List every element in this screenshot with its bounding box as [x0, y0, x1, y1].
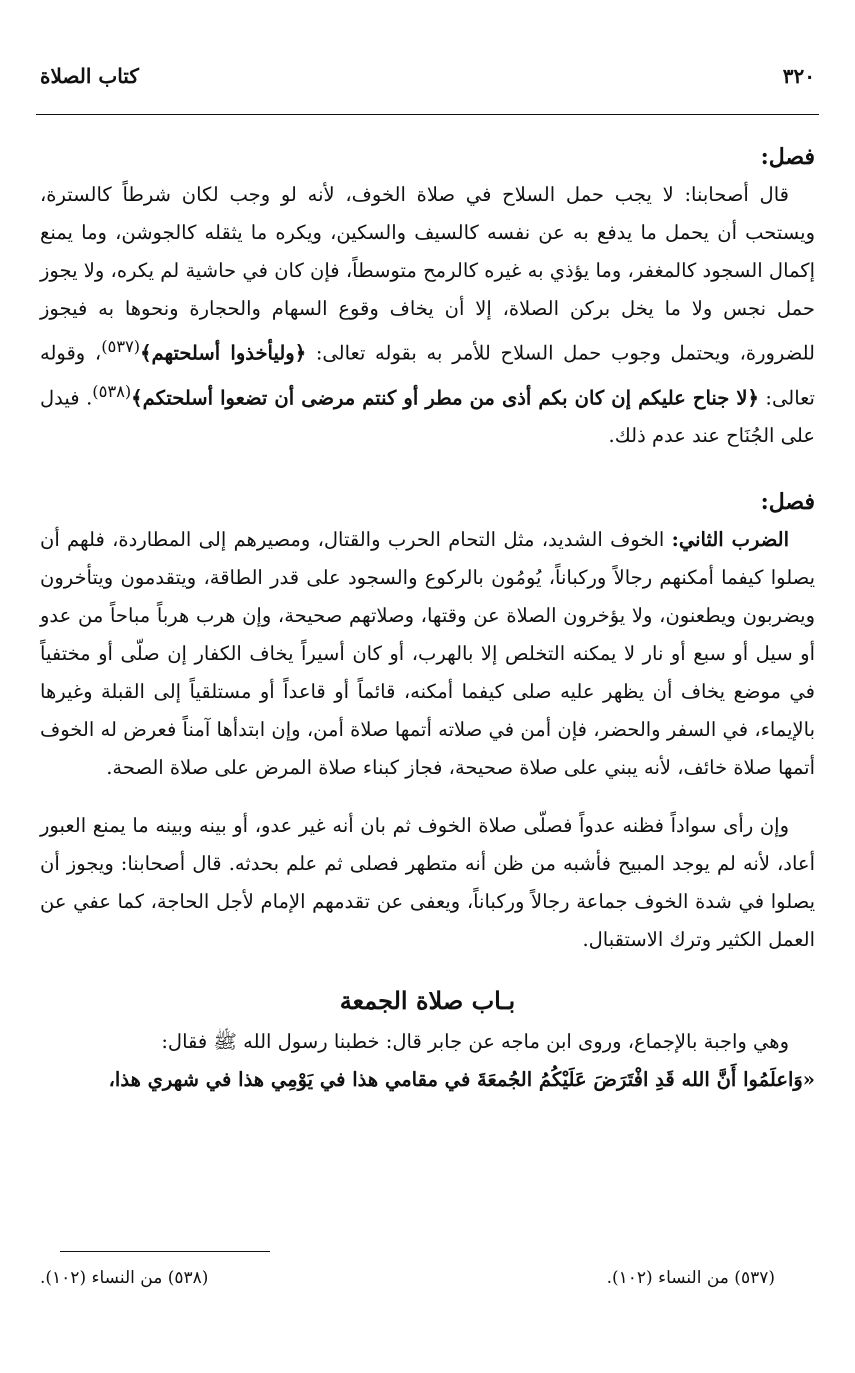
main-text: [40, 138, 815, 1099]
footnote-ref: (٥٣٧): [101, 337, 141, 356]
footnotes: [40, 1268, 815, 1298]
book-title: كتاب الصلاة: [40, 64, 139, 88]
text-segment: الخوف الشديد، مثل التحام الحرب والقتال، ومصيرهم إلى المطاردة، فلهم أن يصلوا كيفما أمكنهم رجالاً وركباناً، يُومُون بالركوع والسجود على قدر الطاقة، ويتقدمون ويتأخرون ويضربون ويطعنون، ولا يؤخرون الصلاة عن وقتها، وصلاتهم صحيحة، وإن هرب هرباً مباحاً من عدو أو سيل أو سبع أو نار لا يمكنه التخلص إلا بالهرب، أو كان أسيراً يخاف الكفار إن صلّى أو مختفياً في موضع يخاف أن يظهر عليه صلى كيفما أمكنه، قائماً أو قاعداً أو مستلقياً إلى القبلة وغيرها بالإيماء، في السفر والحضر، فإن أمن في صلاته أتمها صلاة أمن، وإن ابتدأها آمناً فعرض له الخوف أتمها صلاة خائف، لأنه يبني على صلاة صحيحة، فجاز كبناء صلاة المرض على صلاة الصحة.: [40, 528, 815, 779]
hadith-text: «وَاعلَمُوا أَنَّ الله قَدِ افْتَرَضَ عَلَيْكُمُ الجُمعَةَ في مقامي هذا في يَوْمِي هذا في شهري هذا،: [108, 1068, 815, 1091]
page-number: ٣٢٠: [782, 64, 815, 88]
section-heading: فصل:: [760, 489, 815, 515]
running-head: [40, 64, 815, 104]
quran-verse: ﴿وليأخذوا أسلحتهم﴾: [140, 341, 307, 365]
paragraph: وإن رأى سواداً فظنه عدواً فصلّى صلاة الخوف ثم بان أنه غير عدو، أو بينه وبينه ما يمنع العبور أعاد، لأنه لم يوجد المبيح فأشبه من ظن أنه متطهر فصلى ثم علم بحدثه. قال أصحابنا: ويجوز أن يصلوا في شدة الخوف جماعة رجالاً وركباناً، ويعفى عن تقدمهم الإمام لأجل الحاجة، كما عفي عن العمل الكثير وترك الاستقبال.: [40, 814, 815, 951]
paragraph: [40, 176, 815, 455]
text-segment: قال أصحابنا: لا يجب حمل السلاح في صلاة الخوف، لأنه لو وجب لكان شرطاً كالسترة، ويستحب أن يحمل ما يدفع به عن نفسه كالسيف والسكين، ويكره ما يثقله كالجوشن، وما يمنع إكمال السجود كالمغفر، وما يؤذي به غيره كالرمح متوسطاً، فإن كان في حاشية لم يكره، ولا يجوز حمل نجس ولا ما يخل بركن الصلاة، إلا أن يخاف وقوع السهام والحجارة ونحوها به فيجوز للضرورة، ويحتمل وجوب حمل السلاح للأمر به بقوله تعالى:: [40, 183, 815, 365]
paragraph: [40, 521, 815, 787]
paragraph: وهي واجبة بالإجماع، وروى ابن ماجه عن جابر قال: خطبنا رسول الله ﷺ فقال:: [161, 1030, 789, 1053]
footnote: (٥٣٧) من النساء (١٠٢).: [606, 1268, 775, 1288]
footnote-ref: (٥٣٨): [92, 381, 132, 401]
header-rule: [36, 114, 819, 115]
text-segment: ، وقوله تعالى:: [40, 341, 815, 409]
footnote-rule: [60, 1251, 270, 1252]
section-heading: فصل:: [760, 144, 815, 170]
lead-phrase: الضرب الثاني:: [671, 528, 789, 551]
chapter-title: بـاب صلاة الجمعة: [339, 986, 516, 1015]
text-segment: . فيدل على الجُنَاح عند عدم ذلك.: [40, 386, 815, 447]
footnote: (٥٣٨) من النساء (١٠٢).: [40, 1268, 209, 1288]
quran-verse: ﴿لا جناح عليكم إن كان بكم أذى من مطر أو كنتم مرضى أن تضعوا أسلحتكم﴾: [131, 386, 759, 409]
